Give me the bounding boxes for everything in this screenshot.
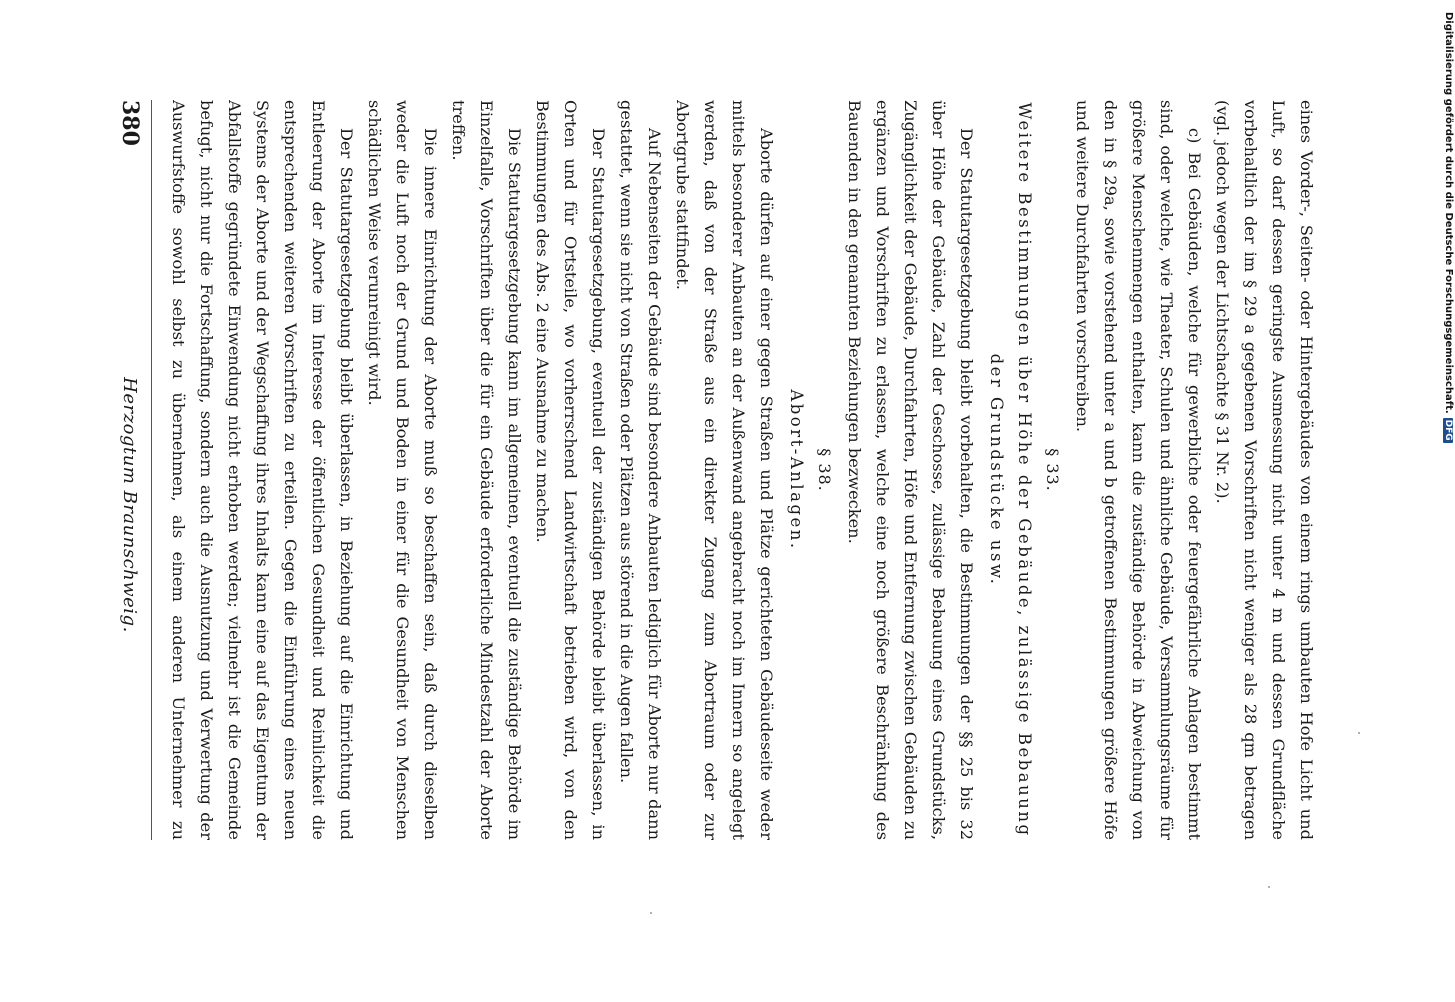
paragraph-aborte-5: Die innere Einrichtung der Aborte muß so beschaffen sein, daß durch dieselben weder die Luft noch der Grund und Boden in einer für die Gesundheit von Menschen schädlichen Weise verunreinigt wird.	[365, 100, 440, 840]
paragraph-aborte-3: Der Statutargesetzgebung, eventuell der zuständigen Behörde bleibt überlassen, in Orten und für Ortsteile, wo vorherrschend Landwirtschaft betrieben wird, von den Bestimmungen des Abs. 2 eine Ausnahme zu machen.	[533, 100, 608, 840]
header-rule	[151, 100, 152, 840]
book-page	[80, 100, 1320, 840]
paragraph-c: c) Bei Gebäuden, welche für gewerbliche oder feuergefährliche Anlagen bestimmt sind, oder welche, wie Theater, Schulen und ähnliche Gebäude, Versammlungsräume für größere Menschenmengen enthalten, kann die zuständige Behörde in Abweichung von den in § 29a, sowie vorstehend unter a und b getroffenen Bestimmungen größere Höfe und weitere Durchfahrten vorschreiben.	[1073, 100, 1204, 840]
dfg-credit	[1440, 12, 1454, 1002]
running-head	[115, 100, 145, 840]
scan-speck	[1358, 732, 1360, 734]
section-33-number: § 33.	[1043, 448, 1062, 492]
paragraph-aborte-1: Aborte dürfen auf einer gegen Straßen und Plätze gerichteten Gebäudeseite weder mittels besonderer Anbauten an der Außenwand angebracht noch im Innern so angelegt werden, daß von der Straße aus ein direkter Zugang zum Abortraum oder zur Abortgrube stattfindet.	[673, 100, 776, 840]
paragraph-s33: Der Statutargesetzgebung bleibt vorbehalten, die Bestimmungen der §§ 25 bis 32 über Höhe der Gebäude, Zahl der Geschosse, zulässige Bebauung eines Grundstücks, Zugänglichkeit der Gebäude, Durchfahrten, Höfe und Entfernung zwischen Gebäuden zu ergänzen und Vorschriften zu erlassen, welche eine noch größere Beschränkung des Bauenden in den genannten Beziehungen bezwecken.	[845, 100, 976, 840]
page-number: 380	[117, 100, 143, 146]
section-38-number: § 38.	[815, 448, 834, 492]
section-38-title: Abort-Anlagen.	[787, 389, 806, 551]
dfg-credit-text: Digitalisierung gefördert durch die Deutsche Forschungsgemeinschaft.	[1443, 12, 1454, 414]
section-33-title: Weitere Bestimmungen über Höhe der Gebäude, zulässige Bebauung der Grundstücke usw.	[987, 102, 1034, 838]
scan-speck	[650, 912, 652, 914]
paragraph-aborte-4: Die Statutargesetzgebung kann im allgemeinen, eventuell die zuständige Behörde im Einzelfalle, Vorschriften über die für ein Gebäude erforderliche Mindestzahl der Aborte treffen.	[449, 100, 524, 840]
scan-speck	[1268, 886, 1270, 888]
paragraph-aborte-6: Der Statutargesetzgebung bleibt überlassen, in Beziehung auf die Einrichtung und Entleerung der Aborte im Interesse der öffentlichen Gesundheit und Reinlichkeit die entsprechenden weiteren Vorschriften zu erteilen. Gegen die Einführung eines neuen Systems der Aborte und der Wegschaffung ihres Inhalts kann eine auf das Eigentum der Abfallstoffe gegründete Einwendung nicht erhoben werden; vielmehr ist die Gemeinde befugt, nicht nur die Fortschaffung, sondern auch die Ausnutzung und Verwertung der Auswurfstoffe sowohl selbst zu übernehmen, als einem anderen Unternehmer zu	[169, 100, 356, 840]
page-body	[160, 100, 1320, 840]
running-title: Herzogtum Braunschweig.	[119, 377, 141, 633]
dfg-logo-icon: DFG	[1443, 419, 1454, 441]
paragraph-aborte-2: Auf Nebenseiten der Gebäude sind besondere Anbauten lediglich für Aborte nur dann gestattet, wenn sie nicht von Straßen oder Plätzen aus störend in die Augen fallen.	[617, 100, 664, 840]
paragraph-continued: eines Vorder-, Seiten- oder Hintergebäudes von einem rings umbauten Hofe Licht und Luft, so darf dessen geringste Ausmessung nicht unter 4 m und dessen Grundfläche vorbehaltlich der im § 29 a gegebenen Vorschriften nicht weniger als 28 qm betragen (vgl. jedoch wegen der Lichtschachte § 31 Nr. 2).	[1213, 100, 1316, 840]
